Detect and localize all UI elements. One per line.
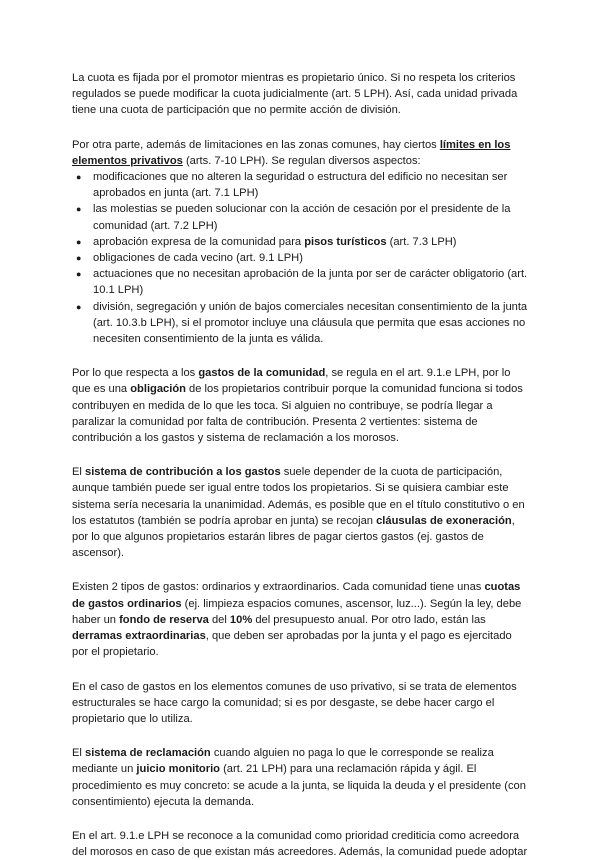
spacer — [72, 727, 528, 745]
paragraph-tipos-gastos: Existen 2 tipos de gastos: ordinarios y extraordinarios. Cada comunidad tiene unas cuotas de gastos ordinarios (ej. limpieza espacios comunes, ascensor, luz...). Según la ley, debe haber un fondo de reserva del 10% del presupuesto anual. Por otro lado, están las derramas extraordinarias, que deben ser aprobadas por la junta y el pago es ejercitado por el propietario. — [72, 581, 522, 659]
spacer — [72, 810, 528, 828]
term-sistema-reclamacion: sistema de reclamación — [85, 747, 211, 760]
spacer — [72, 561, 528, 579]
term-juicio-monitorio: juicio monitorio — [136, 763, 220, 776]
paragraph-cuota-promotor: La cuota es fijada por el promotor mientras es propietario único. Si no respeta los criterios regulados se puede modificar la cuota judicialmente (art. 5 LPH). Así, cada unidad privada tiene una cuota de participación que no permite acción de división. — [72, 72, 518, 117]
bullet-icon: ● — [76, 253, 82, 264]
limits-list — [72, 169, 528, 347]
term-cuotas-ordinarios: cuotas de gastos ordinarios — [72, 581, 521, 610]
paragraph-uso-privativo: En el caso de gastos en los elementos comunes de uso privativo, si se trata de elementos estructurales se hace cargo la comunidad; si es por desgaste, se debe hacer cargo el propietario que lo utiliza. — [72, 680, 517, 725]
paragraph-sistema-reclamacion: El sistema de reclamación cuando alguien no paga lo que le corresponde se realiza mediante un juicio monitorio (art. 21 LPH) para una reclamación rápida y ágil. El procedimiento es muy concreto: se acude a la junta, se liquida la deuda y el presidente (con consentimiento) ejecuta la demanda. — [72, 747, 526, 808]
term-porcentaje: 10% — [229, 613, 253, 626]
bullet-icon: ● — [76, 172, 82, 183]
list-item: ● las molestias se pueden solucionar con la acción de cesación por el presidente de la comunidad (art. 7.2 LPH) — [76, 203, 511, 232]
term-obligacion: obligación — [130, 383, 186, 396]
list-item: ● división, segregación y unión de bajos comerciales necesitan consentimiento de la junta (art. 10.3.b LPH), si el promotor incluye una cláusula que permita que esas acciones no necesiten consentimiento de la junta es válida. — [76, 300, 528, 346]
term-fondo-reserva: fondo de reserva — [119, 613, 209, 626]
paragraph-prioridad-crediticia: En el art. 9.1.e LPH se reconoce a la comunidad como prioridad crediticia como acreedora del morosos en caso de que existan más acreedores. Además, la comunidad puede adoptar — [72, 829, 528, 859]
list-item: ● modificaciones que no alteren la seguridad o estructura del edificio no necesitan ser aprobados en junta (art. 7.1 LPH) — [76, 171, 508, 200]
bullet-icon: ● — [76, 269, 82, 280]
term-gastos-comunidad: gastos de la comunidad — [198, 367, 326, 380]
list-item: ● obligaciones de cada vecino (art. 9.1 LPH) — [72, 250, 528, 266]
list-item: ● aprobación expresa de la comunidad para pisos turísticos (art. 7.3 LPH) — [72, 234, 528, 250]
bullet-icon: ● — [76, 236, 82, 247]
term-derramas: derramas extraordinarias — [72, 630, 206, 643]
paragraph-sistema-contribucion: El sistema de contribución a los gastos suele depender de la cuota de participación, aunque también puede ser igual entre todos los propietarios. Si se quisiera cambiar este sistema sería necesaria la unanimidad. Además, es posible que en el título constitutivo o en los estatutos (también se podría aprobar en junta) se recojan cláusulas de exoneración, por lo que algunos propietarios estarán libres de pagar ciertos gastos (ej. gastos de ascensor). — [72, 466, 525, 560]
paragraph-gastos-comunidad: Por lo que respecta a los gastos de la comunidad, se regula en el art. 9.1.e LPH, por lo que es una obligación de los propietarios contribuir porque la comunidad funciona si todos contribuyen en medida de lo que les toca. Si alguien no contribuye, se podría llegar a paralizar la comunidad por falta de contribución. Presenta 2 vertientes: sistema de contribución a los gastos y sistema de reclamación a los morosos. — [72, 367, 523, 445]
term-limites-privativos: límites en los elementos privativos — [72, 138, 511, 167]
term-sistema-contribucion: sistema de contribución a los gastos — [85, 466, 281, 479]
term-clausulas-exoneracion: cláusulas de exoneración — [376, 514, 512, 527]
spacer — [72, 446, 528, 464]
list-item: ● actuaciones que no necesitan aprobación de la junta por ser de carácter obligatorio (art. 10.1 LPH) — [76, 268, 528, 297]
spacer — [72, 347, 528, 365]
paragraph-limites-privativos: Por otra parte, además de limitaciones en las zonas comunes, hay ciertos límites en los elementos privativos (arts. 7-10 LPH). Se regulan diversos aspectos: — [72, 138, 511, 167]
bullet-icon: ● — [76, 204, 82, 215]
spacer — [72, 119, 528, 137]
term-pisos-turisticos: pisos turísticos — [304, 235, 387, 248]
bullet-icon: ● — [76, 301, 82, 312]
spacer — [72, 661, 528, 679]
